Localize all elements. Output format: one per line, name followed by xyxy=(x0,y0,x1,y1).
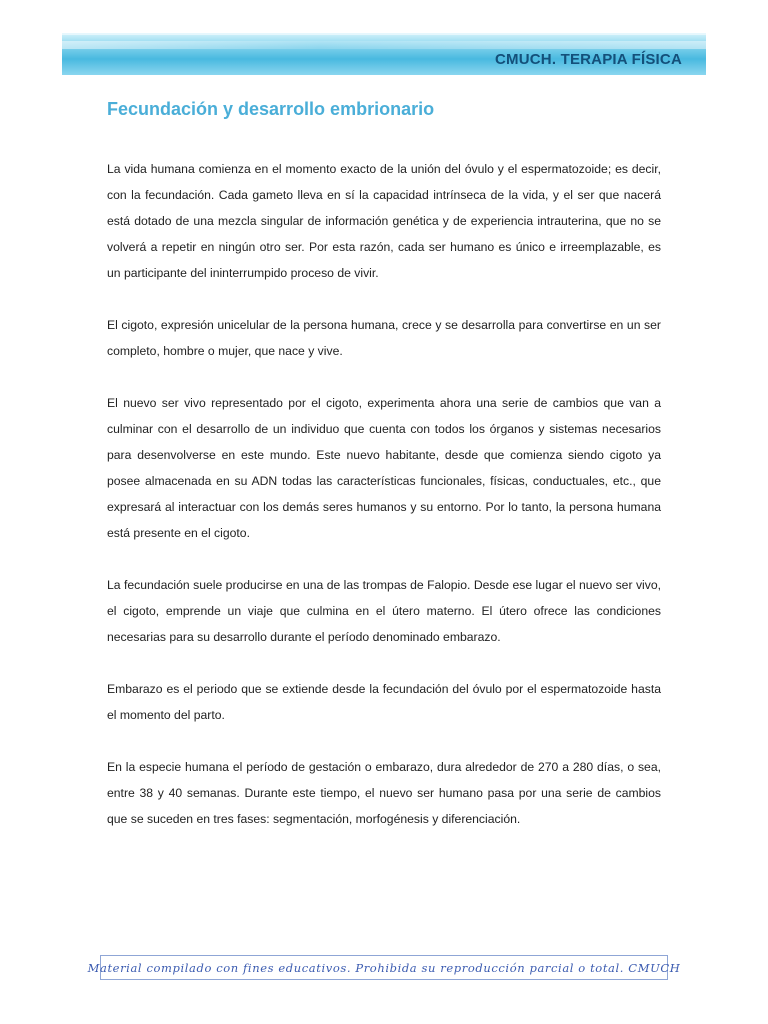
footer-notice xyxy=(87,955,681,980)
document-body xyxy=(107,156,661,858)
paragraph: El nuevo ser vivo representado por el cigoto, experimenta ahora una serie de cambios que van a culminar con el desarrollo de un individuo que cuenta con todos los órganos y sistemas necesarios para desenvolverse en este mundo. Este nuevo habitante, desde que comienza siendo cigoto ya posee almacenada en su ADN todas las características funcionales, físicas, conductuales, etc., que expresará al interactuar con los demás seres humanos y su entorno. Por lo tanto, la persona humana está presente en el cigoto. xyxy=(107,396,661,540)
footer-text: Material compilado con fines educativos. Prohibida su reproducción parcial o total. CMUCH xyxy=(87,960,681,975)
paragraph: En la especie humana el período de gestación o embarazo, dura alrededor de 270 a 280 días, o sea, entre 38 y 40 semanas. Durante este tiempo, el nuevo ser humano pasa por una serie de cambios que se suceden en tres fases: segmentación, morfogénesis y diferenciación. xyxy=(107,760,661,826)
paragraph: La vida humana comienza en el momento exacto de la unión del óvulo y el espermatozoide; es decir, con la fecundación. Cada gameto lleva en sí la capacidad intrínseca de la vida, y el ser que nacerá está dotado de una mezcla singular de información genética y de experiencia intrauterina, que no se volverá a repetir en ningún otro ser. Por esta razón, cada ser humano es único e irreemplazable, es un participante del ininterrumpido proceso de vivir. xyxy=(107,162,661,280)
document-title: Fecundación y desarrollo embrionario xyxy=(107,99,435,119)
paragraph: El cigoto, expresión unicelular de la persona humana, crece y se desarrolla para convertirse en un ser completo, hombre o mujer, que nace y vive. xyxy=(107,318,661,358)
header-band xyxy=(62,33,706,75)
paragraph: Embarazo es el periodo que se extiende desde la fecundación del óvulo por el espermatozoide hasta el momento del parto. xyxy=(107,682,661,722)
header-title: CMUCH. TERAPIA FÍSICA xyxy=(495,51,682,68)
paragraph: La fecundación suele producirse en una de las trompas de Falopio. Desde ese lugar el nuevo ser vivo, el cigoto, emprende un viaje que culmina en el útero materno. El útero ofrece las condiciones necesarias para su desarrollo durante el período denominado embarazo. xyxy=(107,578,661,644)
